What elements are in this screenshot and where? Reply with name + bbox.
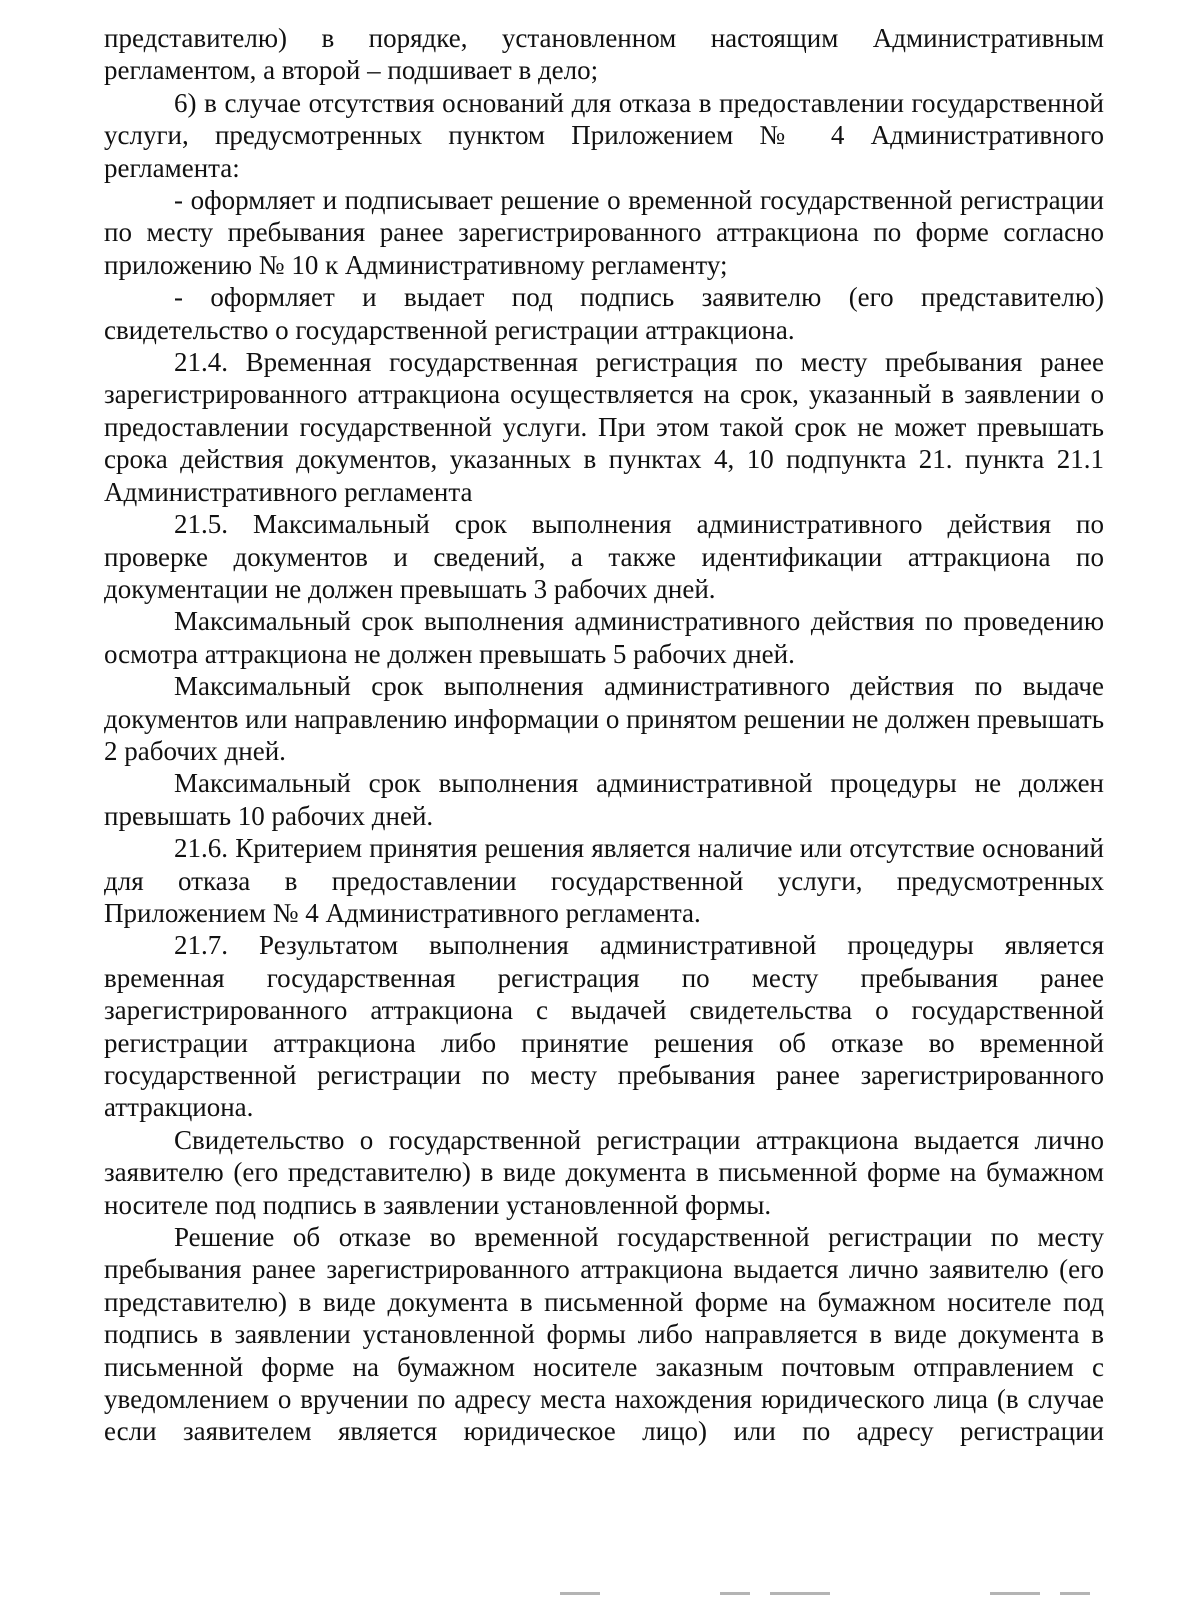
paragraph-21-7: 21.7. Результатом выполнения административной процедуры является временная государственная регистрация по месту пребывания ранее зарегистрированного аттракциона с выдачей свидетельства о государственной регистрации аттракциона либо принятие решения об отказе во временной государственной регистрации по месту пребывания ранее зарегистрированного аттракциона. xyxy=(104,930,1104,1123)
paragraph-continuation: представителю) в порядке, установленном настоящим Административным регламентом, а второй – подшивает в дело; xyxy=(104,23,1104,86)
paragraph-issuance-term: Максимальный срок выполнения административного действия по выдаче документов или направлению информации о принятом решении не должен превышать 2 рабочих дней. xyxy=(104,671,1105,766)
paragraph-procedure-term: Максимальный срок выполнения административной процедуры не должен превышать 10 рабочих дней. xyxy=(104,768,1104,831)
paragraph-item-6: 6) в случае отсутствия оснований для отказа в предоставлении государственной услуги, предусмотренных пунктом Приложением № 4 Административного регламента: xyxy=(104,87,1104,183)
document-page xyxy=(104,22,1104,1448)
paragraph-certificate-issuance: Свидетельство о государственной регистрации аттракциона выдается лично заявителю (его представителю) в виде документа в письменной форме на бумажном носителе под подпись в заявлении установленной формы. xyxy=(104,1124,1104,1220)
paragraph-21-4: 21.4. Временная государственная регистрация по месту пребывания ранее зарегистрированного аттракциона осуществляется на срок, указанный в заявлении о предоставлении государственной услуги. При этом такой срок не может превышать срока действия документов, указанных в пунктах 4, 10 подпункта 21. пункта 21.1 Административного регламента xyxy=(104,347,1104,507)
paragraph-21-6: 21.6. Критерием принятия решения является наличие или отсутствие оснований для отказа в предоставлении государственной услуги, предусмотренных Приложением № 4 Административного регламента. xyxy=(104,833,1104,928)
paragraph-refusal-issuance: Решение об отказе во временной государственной регистрации по месту пребывания ранее зарегистрированного аттракциона выдается лично заявителю (его представителю) в виде документа в письменной форме на бумажном носителе под подпись в заявлении установленной формы либо направляется в виде документа в письменной форме на бумажном носителе заказным почтовым отправлением с уведомлением о вручении по адресу места нахождения юридического лица (в случае если заявителем является юридическое лицо) или по адресу регистрации xyxy=(104,1222,1104,1447)
paragraph-inspection-term: Максимальный срок выполнения административного действия по проведению осмотра аттракциона не должен превышать 5 рабочих дней. xyxy=(104,606,1104,669)
scan-artifacts xyxy=(540,1592,1100,1600)
paragraph-bullet-certificate: - оформляет и выдает под подпись заявителю (его представителю) свидетельство о государственной регистрации аттракциона. xyxy=(104,282,1104,345)
paragraph-bullet-decision: - оформляет и подписывает решение о временной государственной регистрации по месту пребывания ранее зарегистрированного аттракциона по форме согласно приложению № 10 к Административному регламенту; xyxy=(104,185,1104,280)
paragraph-21-5: 21.5. Максимальный срок выполнения административного действия по проверке документов и сведений, а также идентификации аттракциона по документации не должен превышать 3 рабочих дней. xyxy=(104,509,1104,604)
